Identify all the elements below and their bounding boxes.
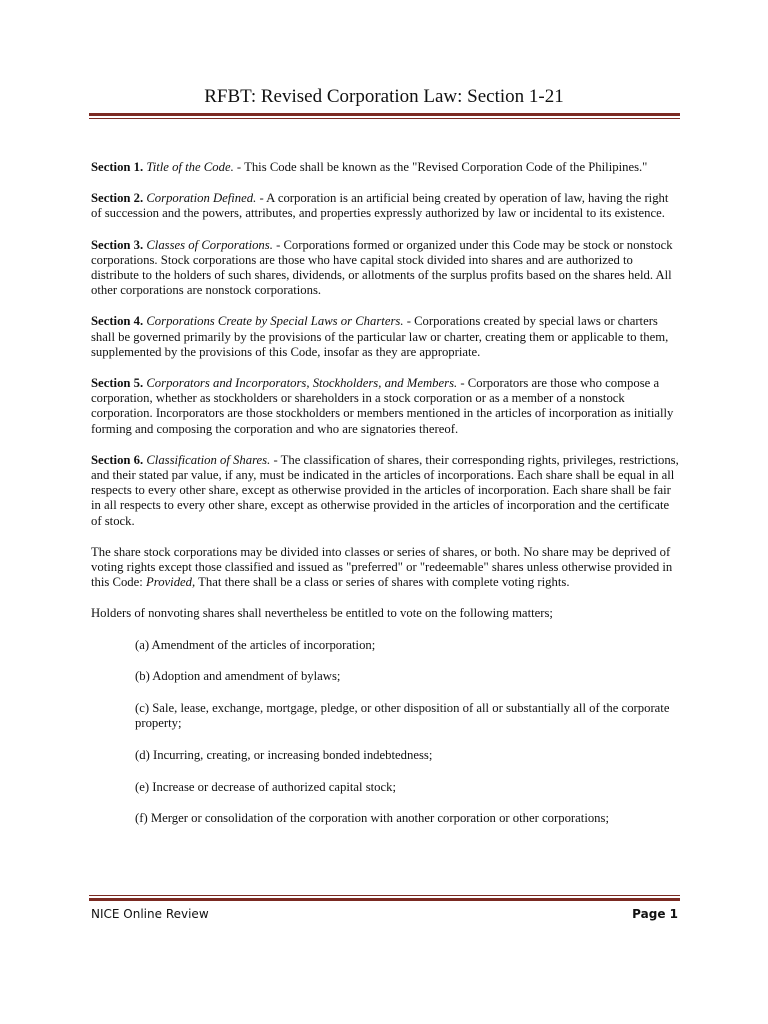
paragraph-text: The share stock corporations may be divided into classes or series of shares, or both. No share may be deprived of voting rights except those classified and issued as "preferred" or "redeemable" shares unless otherwise provided in this Code: [91, 544, 673, 590]
list-item: (e) Increase or decrease of authorized capital stock; [135, 779, 397, 794]
page-number: Page 1 [632, 907, 678, 921]
section-number: Section 5. [91, 376, 144, 391]
section-heading: Classes of Corporations. [146, 237, 273, 252]
section-2 [91, 191, 681, 221]
header-rule-thin [89, 118, 680, 119]
section-heading: Corporations Create by Special Laws or Charters. [146, 314, 404, 329]
paragraph-italic: Provided, [145, 575, 196, 590]
footer-publisher: NICE Online Review [91, 907, 209, 921]
section-number: Section 2. [91, 191, 144, 206]
section-text: - A corporation is an artificial being created by operation of law, having the right of succession and the powers, attributes, and properties expressly authorized by law or incidental to its existence. [91, 191, 669, 221]
section-heading: Classification of Shares. [146, 452, 271, 467]
section-number: Section 1. [91, 160, 144, 174]
section-number: Section 6. [91, 452, 144, 467]
section-text: - Corporations formed or organized under this Code may be stock or nonstock corporations. Stock corporations are those who have capital stock divided into shares and are authorized to distribute to the holders of such shares, dividends, or allotments of the surplus profits based on the shares held. All other corporations are nonstock corporations. [91, 237, 673, 298]
section-4 [91, 314, 681, 360]
section-heading: Title of the Code. [146, 160, 234, 174]
section-text: - This Code shall be known as the "Revised Corporation Code of the Philipines." [233, 160, 648, 174]
nonvoting-holders-paragraph: Holders of nonvoting shares shall nevertheless be entitled to vote on the following matters; [91, 606, 553, 621]
paragraph-text: That there shall be a class or series of shares with complete voting rights. [195, 575, 570, 590]
section-number: Section 4. [91, 314, 144, 329]
footer-rule-thin [89, 895, 680, 896]
header-rule-thick [89, 113, 680, 116]
page-title: RFBT: Revised Corporation Law: Section 1-21 [204, 86, 564, 107]
document-body [91, 160, 681, 843]
section-heading: Corporators and Incorporators, Stockholders, and Members. [146, 376, 458, 391]
section-heading: Corporation Defined. [146, 191, 257, 206]
section-text: - Corporators are those who compose a corporation, whether as stockholders or shareholders in a stock corporation or as a member of a nonstock corporation. Incorporators are those stockholders or members mentioned in the articles of incorporation as initially forming and composing the corporation and who are signatories thereof. [91, 376, 674, 436]
list-item: (d) Incurring, creating, or increasing bonded indebtedness; [135, 747, 433, 762]
list-item: (c) Sale, lease, exchange, mortgage, pledge, or other disposition of all or substantially all of the corporate property; [135, 701, 670, 731]
list-item: (a) Amendment of the articles of incorporation; [135, 637, 376, 652]
list-item: (f) Merger or consolidation of the corporation with another corporation or other corporations; [135, 811, 609, 826]
section-number: Section 3. [91, 237, 144, 252]
section-6 [91, 453, 681, 529]
footer-rule-thick [89, 898, 680, 901]
section-text: - Corporations created by special laws or charters shall be governed primarily by the provisions of the particular law or charter, creating them or applicable to them, supplemented by the provisions of this Code, insofar as they are appropriate. [91, 314, 669, 359]
section-3 [91, 238, 681, 299]
section-text: - The classification of shares, their corresponding rights, privileges, restrictions, and their stated par value, if any, must be indicated in the articles of incorporations. Each share shall be equal in all respects to every other share, except as otherwise provided in the articles of incorporation. Each share shall be fair in all respects to every other share, except as otherwise provided in the articles of incorporation and the certificate of stock. [91, 452, 679, 528]
section-5 [91, 376, 681, 437]
share-classes-paragraph [91, 545, 681, 591]
list-item: (b) Adoption and amendment of bylaws; [135, 669, 341, 684]
section-1 [91, 160, 681, 175]
